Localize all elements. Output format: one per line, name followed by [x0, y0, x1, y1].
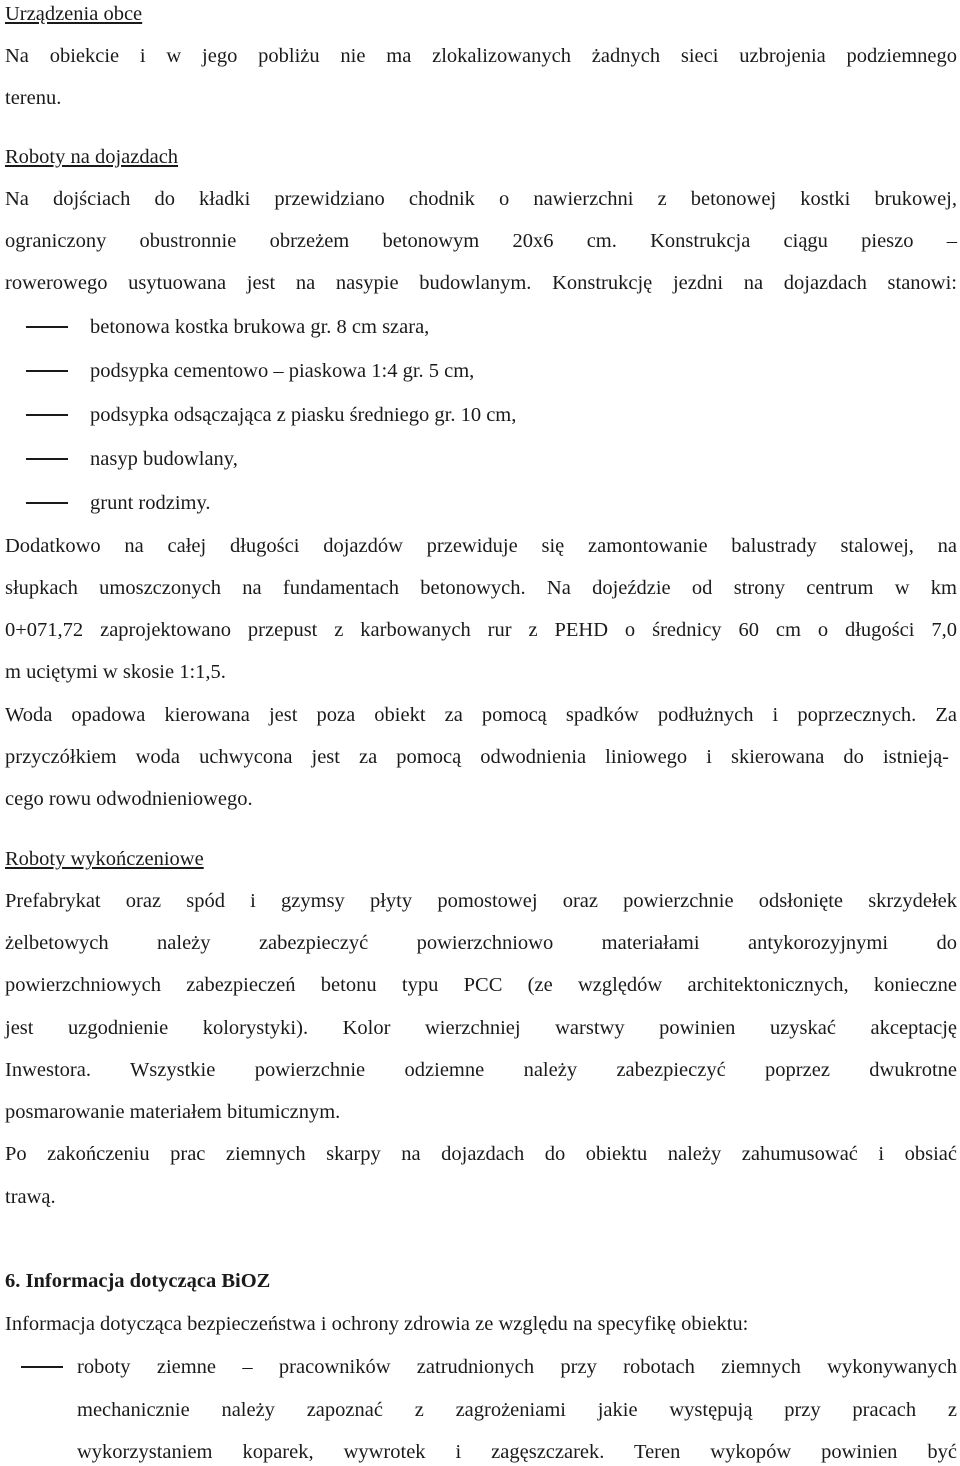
section-heading-bioz: 6. Informacja dotycząca BiOZ [5, 1270, 271, 1292]
dash-bullet-icon [26, 370, 68, 372]
paragraph-line: Inwestora. Wszystkie powierzchnie odziemne należy zabezpieczyć poprzez dwukrotne [5, 1059, 957, 1081]
paragraph-line: Prefabrykat oraz spód i gzymsy płyty pomostowej oraz powierzchnie odsłonięte skrzydełek [5, 890, 957, 912]
paragraph-line: trawą. [5, 1186, 56, 1208]
list-item: podsypka cementowo – piaskowa 1:4 gr. 5 cm, [5, 357, 957, 385]
paragraph-line: Woda opadowa kierowana jest poza obiekt za pomocą spadków podłużnych i poprzecznych. Za [5, 704, 957, 726]
dash-bullet-icon [26, 458, 68, 460]
section-heading-urzadzenia: Urządzenia obce [5, 3, 143, 25]
dash-bullet-icon [26, 414, 68, 416]
list-item: nasyp budowlany, [5, 445, 957, 473]
list-item: podsypka odsączająca z piasku średniego gr. 10 cm, [5, 401, 957, 429]
paragraph-line: posmarowanie materiałem bitumicznym. [5, 1101, 341, 1123]
paragraph-line: żelbetowych należy zabezpieczyć powierzchniowo materiałami antykorozyjnymi do [5, 932, 957, 954]
dash-bullet-icon [26, 326, 68, 328]
paragraph-line: cego rowu odwodnieniowego. [5, 788, 253, 810]
list-item: roboty ziemne – pracowników zatrudnionych przy robotach ziemnych wykonywanych [5, 1353, 957, 1381]
section-heading-dojazdy: Roboty na dojazdach [5, 146, 179, 168]
paragraph-line: m uciętymi w skosie 1:1,5. [5, 661, 226, 683]
paragraph-line: terenu. [5, 87, 62, 109]
paragraph-line: powierzchniowych zabezpieczeń betonu typu PCC (ze względów architektonicznych, konieczne [5, 974, 957, 996]
paragraph-line: ograniczony obustronnie obrzeżem betonowym 20x6 cm. Konstrukcja ciągu pieszo – [5, 230, 957, 252]
paragraph-line: przyczółkiem woda uchwycona jest za pomocą odwodnienia liniowego i skierowana do istnieją- [5, 746, 949, 768]
paragraph-line: rowerowego usytuowana jest na nasypie budowlanym. Konstrukcję jezdni na dojazdach stanowi: [5, 272, 957, 294]
dash-bullet-icon [21, 1366, 63, 1368]
paragraph-line: Dodatkowo na całej długości dojazdów przewiduje się zamontowanie balustrady stalowej, na [5, 535, 957, 557]
paragraph-line: mechanicznie należy zapoznać z zagrożeniami jakie występują przy pracach z [77, 1399, 957, 1421]
section-heading-wykonczeniowe: Roboty wykończeniowe [5, 848, 204, 870]
paragraph-line: wykorzystaniem koparek, wywrotek i zagęszczarek. Teren wykopów powinien być [77, 1441, 957, 1463]
paragraph-line: jest uzgodnienie kolorystyki). Kolor wierzchniej warstwy powinien uzyskać akceptację [5, 1017, 957, 1039]
list-item: betonowa kostka brukowa gr. 8 cm szara, [5, 313, 957, 341]
paragraph-line: Na dojściach do kładki przewidziano chodnik o nawierzchni z betonowej kostki brukowej, [5, 188, 957, 210]
paragraph-line: 0+071,72 zaprojektowano przepust z karbowanych rur z PEHD o średnicy 60 cm o długości 7,0 [5, 619, 957, 641]
list-item: grunt rodzimy. [5, 489, 957, 517]
paragraph-line: Informacja dotycząca bezpieczeństwa i ochrony zdrowia ze względu na specyfikę obiektu: [5, 1313, 749, 1335]
paragraph-line: Na obiekcie i w jego pobliżu nie ma zlokalizowanych żadnych sieci uzbrojenia podziemnego [5, 45, 957, 67]
dash-bullet-icon [26, 502, 68, 504]
paragraph-line: słupkach umoszczonych na fundamentach betonowych. Na dojeździe od strony centrum w km [5, 577, 957, 599]
paragraph-line: Po zakończeniu prac ziemnych skarpy na dojazdach do obiektu należy zahumusować i obsiać [5, 1143, 957, 1165]
